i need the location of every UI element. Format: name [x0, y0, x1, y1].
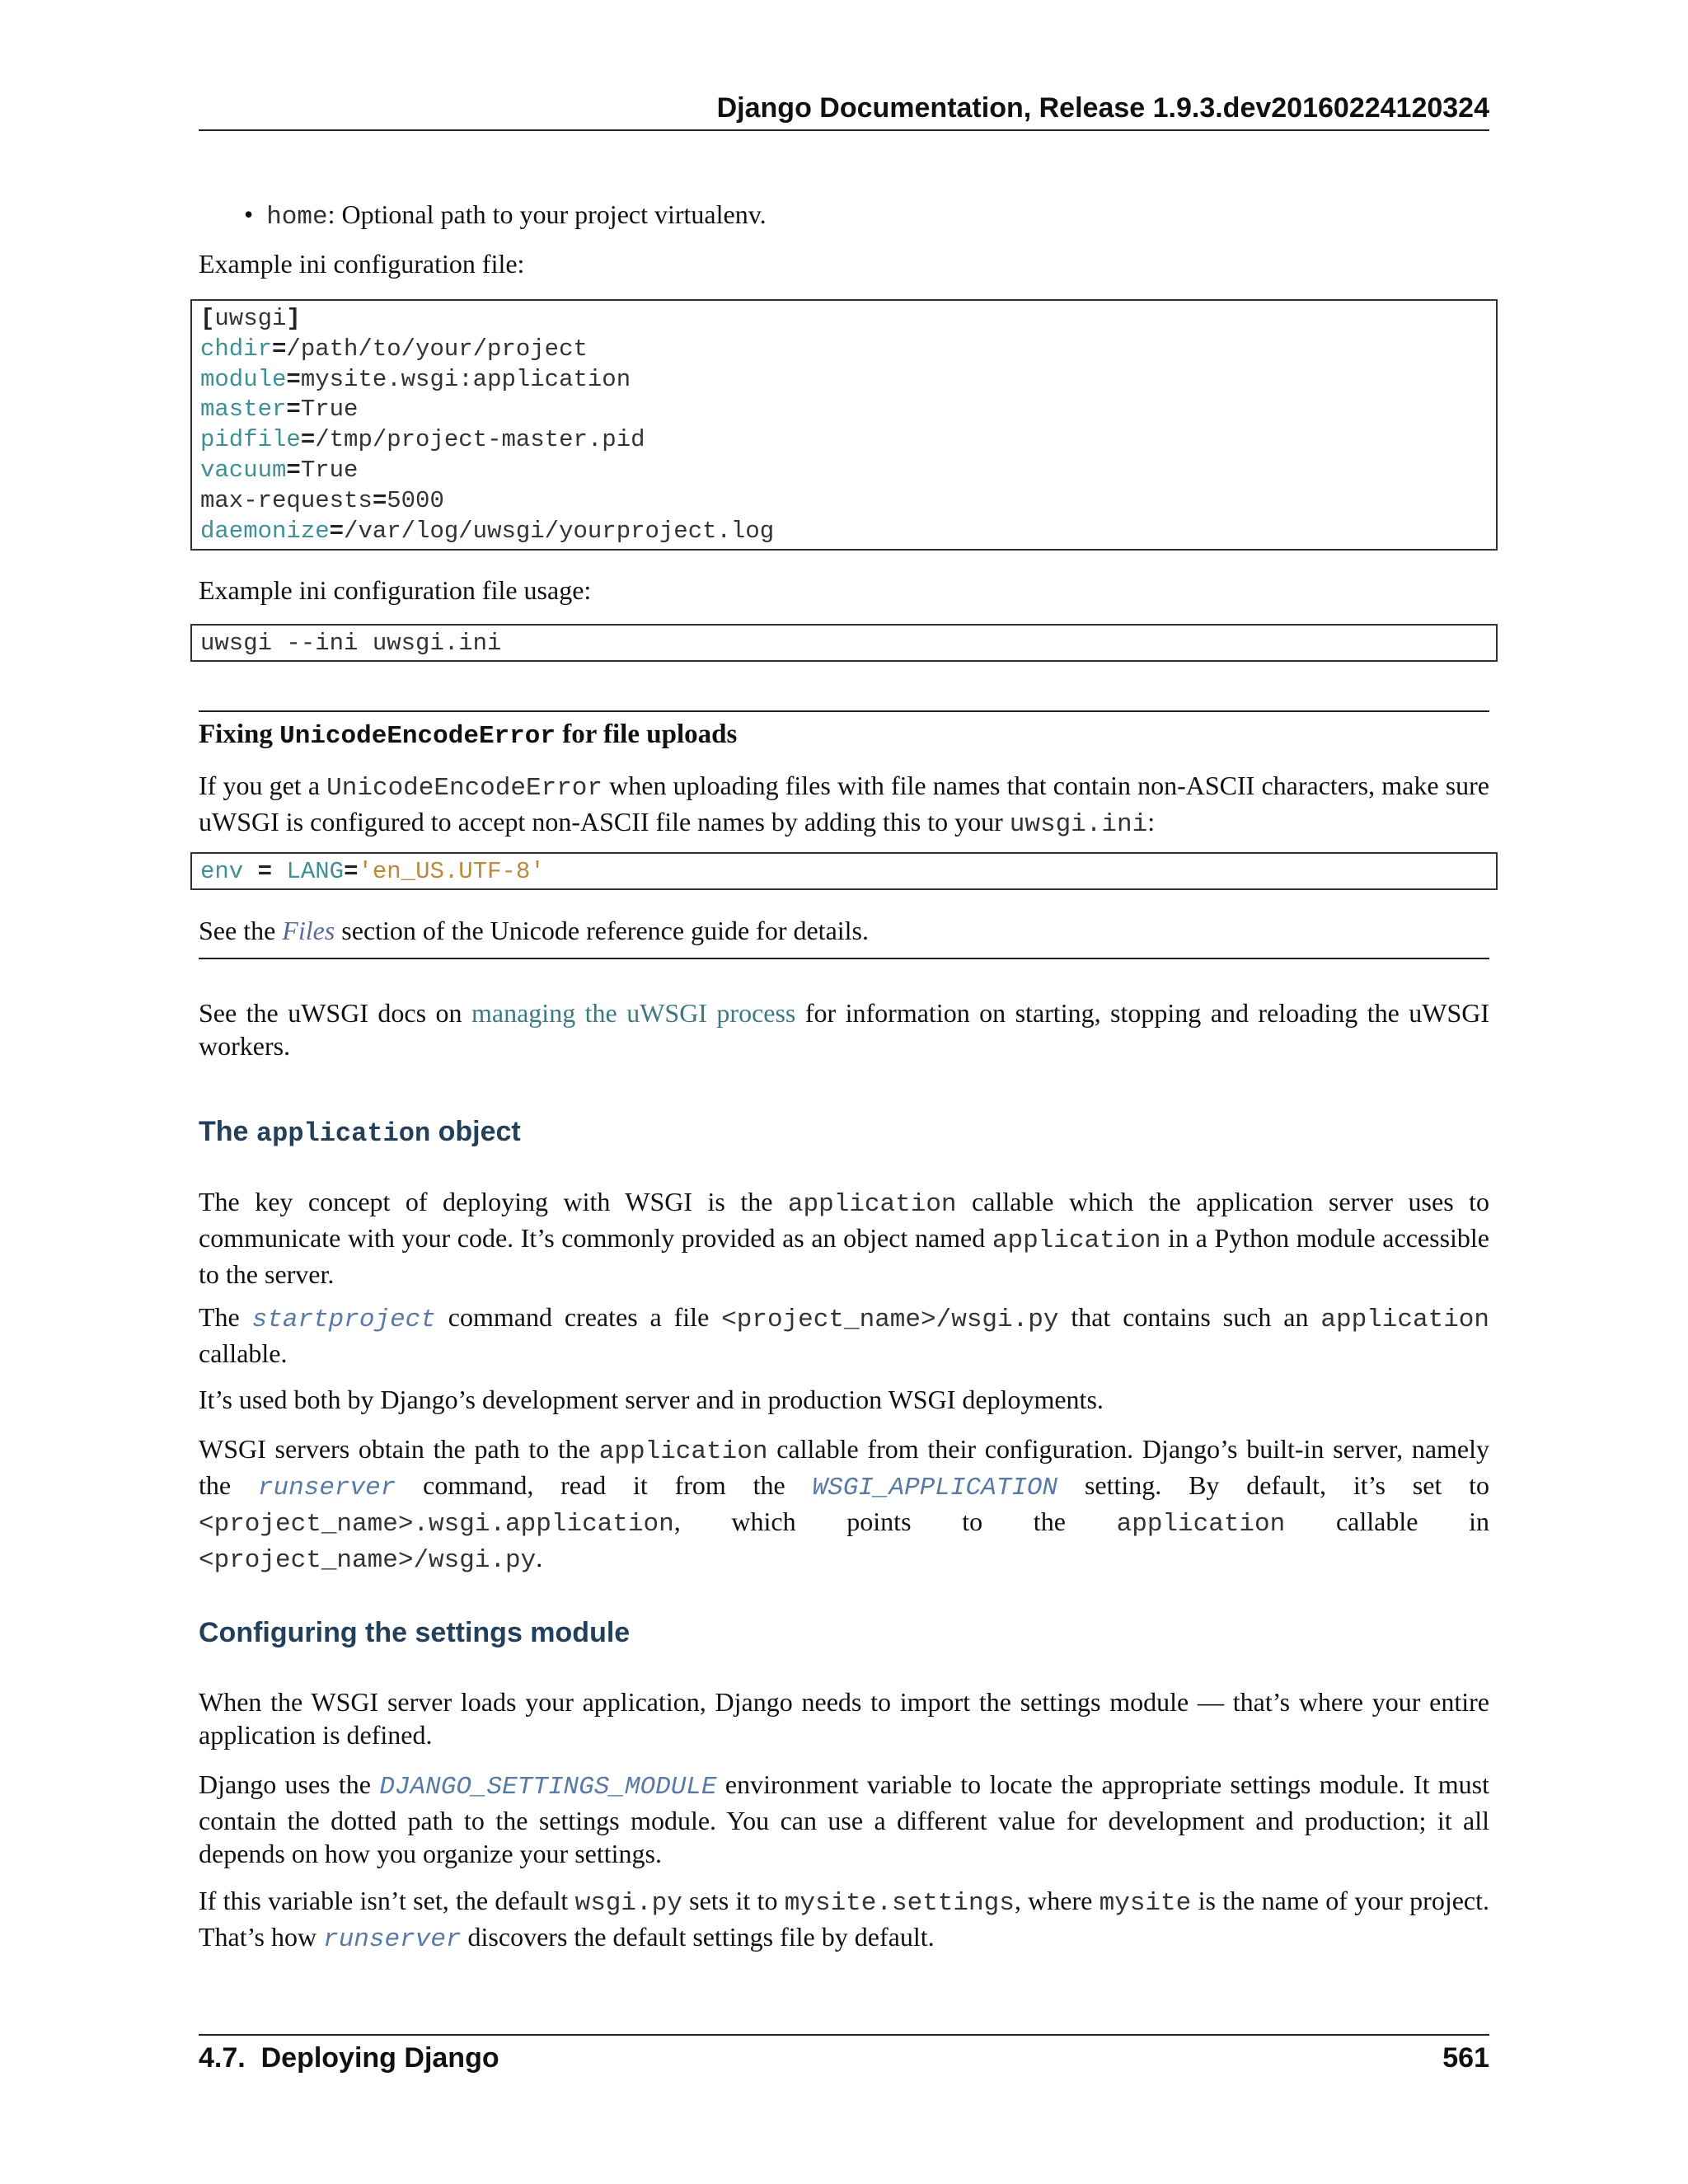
- document-page: [199, 0, 1489, 2184]
- section-title-application: The application object: [199, 1116, 521, 1149]
- running-header: Django Documentation, Release 1.9.3.dev20160224120324: [716, 92, 1489, 124]
- startproject-link[interactable]: startproject: [251, 1305, 436, 1334]
- inline-code: home: [266, 203, 328, 232]
- managing-uwsgi-link[interactable]: managing the uWSGI process: [471, 998, 796, 1028]
- topic-paragraph: If you get a UnicodeEncodeError when uploading files with file names that contain non-ASCII characters, make sure uWSGI is configured to accept non-ASCII file names by adding this to your uwsgi.ini:: [199, 771, 1489, 839]
- ini-intro: Example ini configuration file:: [199, 249, 525, 279]
- django-settings-module-link[interactable]: DJANGO_SETTINGS_MODULE: [379, 1773, 717, 1802]
- files-paragraph: See the Files section of the Unicode reference guide for details.: [199, 916, 869, 945]
- application-paragraph-1: The key concept of deploying with WSGI is the application callable which the application server uses to communicate with your code. It’s commonly provided as an object named application in a Python module accessible to the server.: [199, 1187, 1490, 1289]
- footer-page-number: 561: [1442, 2042, 1489, 2074]
- settings-paragraph-1: When the WSGI server loads your application, Django needs to import the settings module — that’s where your entire application is defined.: [199, 1687, 1489, 1750]
- topic-rule-bottom: [199, 958, 1489, 959]
- settings-paragraph-3: If this variable isn’t set, the default wsgi.py sets it to mysite.settings, where mysite is the name of your project. That’s how runserver discovers the default settings file by default.: [199, 1886, 1490, 1954]
- usage-intro: Example ini configuration file usage:: [199, 575, 592, 605]
- env-code-block: env = LANG='en_US.UTF-8': [190, 852, 1498, 890]
- header-rule: [199, 129, 1489, 131]
- runserver-link[interactable]: runserver: [257, 1474, 396, 1502]
- usage-code-block: [190, 624, 1498, 662]
- footer-rule: [199, 2034, 1489, 2036]
- application-paragraph-2: The startproject command creates a file <project_name>/wsgi.py that contains such an application callable.: [199, 1302, 1490, 1368]
- files-link[interactable]: Files: [282, 916, 335, 945]
- runserver-link[interactable]: runserver: [323, 1925, 462, 1954]
- code-line: uwsgi --ini uwsgi.ini: [200, 630, 502, 657]
- topic-rule-top: [199, 710, 1489, 712]
- topic-title: Fixing UnicodeEncodeError for file uploads: [199, 719, 738, 751]
- ini-code-block: [uwsgi] chdir=/path/to/your/project module=mysite.wsgi:application master=True pidfile=/tmp/project-master.pid vacuum=True max-requests=5000 daemonize=/var/log/uwsgi/yourproject.log: [190, 299, 1498, 551]
- bullet-item-home: • home: Optional path to your project virtualenv.: [244, 199, 767, 232]
- footer-section-title: 4.7. Deploying Django: [199, 2042, 499, 2074]
- application-paragraph-3: It’s used both by Django’s development server and in production WSGI deployments.: [199, 1385, 1104, 1414]
- application-paragraph-4: WSGI servers obtain the path to the application callable from their configuration. Django’s built-in server, namely the runserver command, read it from the WSGI_APPLICATION setting. By default, it’s set to <project_name>.wsgi.application, which points to the application callable in <project_name>/wsgi.py.: [199, 1434, 1490, 1575]
- uwsgi-docs-paragraph: See the uWSGI docs on managing the uWSGI process for information on starting, stopping and reloading the uWSGI workers.: [199, 998, 1490, 1061]
- wsgi-application-link[interactable]: WSGI_APPLICATION: [812, 1474, 1058, 1502]
- section-title-settings: Configuring the settings module: [199, 1617, 631, 1648]
- settings-paragraph-2: Django uses the DJANGO_SETTINGS_MODULE environment variable to locate the appropriate settings module. It must contain the dotted path to the settings module. You can use a different value for development and production; it all depends on how you organize your settings.: [199, 1769, 1490, 1868]
